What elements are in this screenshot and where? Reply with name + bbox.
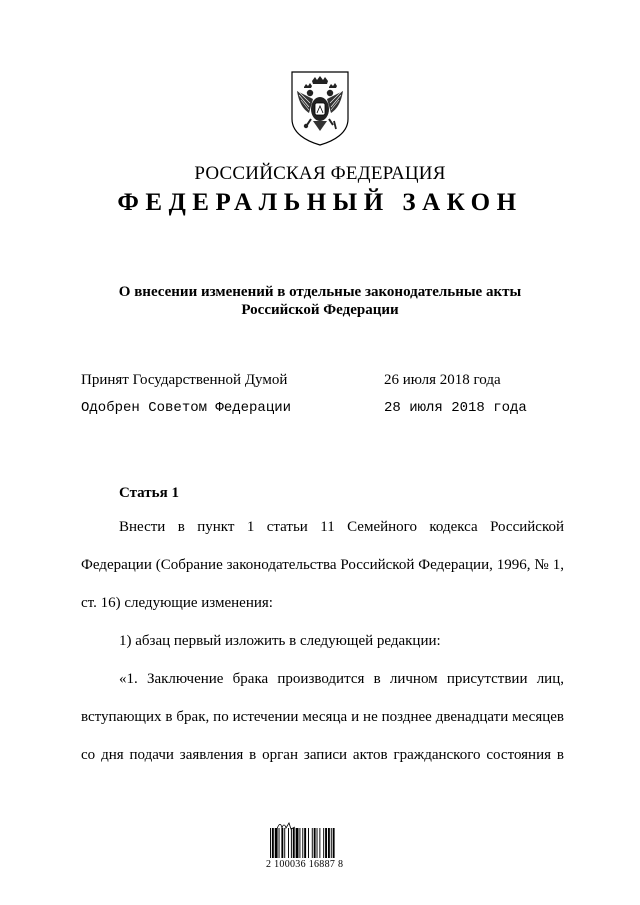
- article-line-1: Внести в пункт 1 статьи 11 Семейного кодекса Российской: [119, 519, 564, 535]
- adoption-council-label: Одобрен Советом Федерации: [81, 400, 292, 416]
- adoption-council-date: 28 июля 2018 года: [384, 400, 527, 416]
- law-title-line-1: О внесении изменений в отдельные законодательные акты: [118, 284, 522, 300]
- article-line-2: Федерации (Собрание законодательства Российской Федерации, 1996, № 1,: [81, 557, 564, 573]
- article-line-5: «1. Заключение брака производится в личном присутствии лиц,: [119, 671, 564, 687]
- law-type-heading: ФЕДЕРАЛЬНЫЙ ЗАКОН: [117, 189, 523, 216]
- article-line-7: со дня подачи заявления в орган записи актов гражданского состояния в: [81, 747, 564, 763]
- adoption-duma-label: Принят Государственной Думой: [81, 372, 288, 388]
- barcode-block: [266, 818, 376, 868]
- law-title: [0, 283, 640, 319]
- barcode-icon: [270, 828, 356, 858]
- russian-coat-of-arms-icon: [289, 69, 351, 147]
- article-heading: Статья 1: [119, 485, 179, 501]
- article-line-4: 1) абзац первый изложить в следующей редакции:: [119, 633, 441, 649]
- barcode-number: 2 100036 16887 8: [266, 859, 344, 870]
- adoption-duma-date: 26 июля 2018 года: [384, 372, 501, 388]
- law-title-line-2: Российской Федерации: [241, 302, 399, 318]
- signature-mark-icon: [276, 818, 296, 828]
- article-line-6: вступающих в брак, по истечении месяца и не позднее двенадцати месяцев: [81, 709, 564, 725]
- country-name: РОССИЙСКАЯ ФЕДЕРАЦИЯ: [194, 163, 446, 184]
- article-line-3: ст. 16) следующие изменения:: [81, 595, 273, 611]
